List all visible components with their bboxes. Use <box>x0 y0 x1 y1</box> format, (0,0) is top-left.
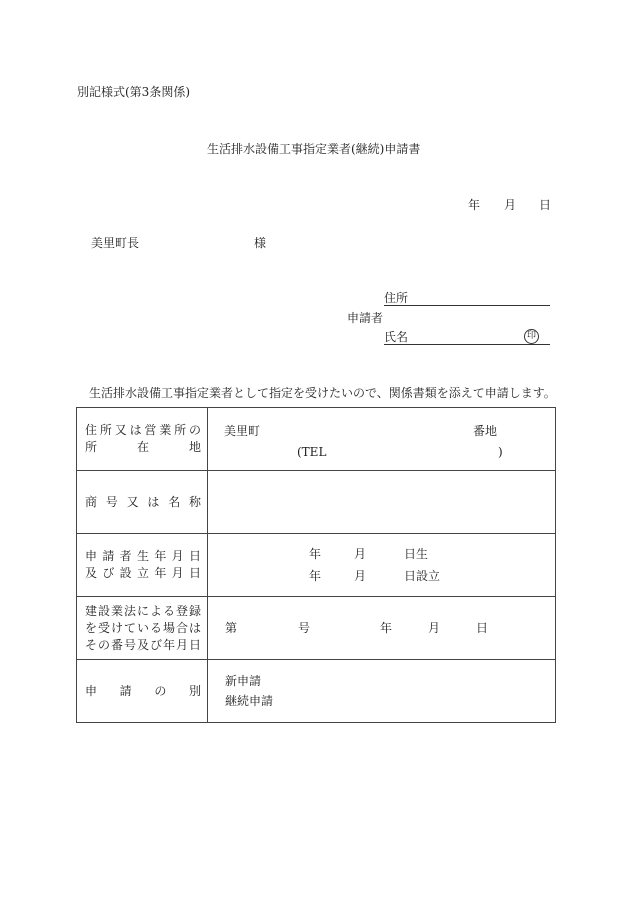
table-row <box>77 660 556 723</box>
birth-suffix: 日生 <box>404 547 429 561</box>
addressee-name: 美里町長 <box>91 236 140 250</box>
row-label-line: 及び設立年月日 <box>85 566 201 580</box>
row-label-line: を受けている場合は <box>85 620 201 635</box>
row-label-line: 建設業法による登録 <box>85 603 201 618</box>
application-table <box>76 407 556 723</box>
row-label-line: 商号又は名称 <box>85 494 201 509</box>
row-label-line: 住所又は営業所の <box>85 423 201 437</box>
tel-open: (TEL <box>297 445 327 459</box>
birth-year: 年 <box>309 547 322 561</box>
document-title: 生活排水設備工事指定業者(継続)申請書 <box>207 142 421 156</box>
date-month: 月 <box>504 198 517 212</box>
registration-gou: 号 <box>298 621 311 635</box>
table-row <box>77 534 556 597</box>
option-renewal-application[interactable]: 継続申請 <box>225 694 274 708</box>
registration-month: 月 <box>428 621 441 635</box>
seal-mark: 印 <box>524 329 539 344</box>
date-year: 年 <box>468 198 481 212</box>
birth-month: 月 <box>354 547 367 561</box>
established-year: 年 <box>309 569 322 583</box>
address-town: 美里町 <box>224 424 261 438</box>
applicant-address-label: 住所 <box>384 291 409 305</box>
trade-name-field[interactable] <box>208 471 556 534</box>
row-label-trade-name <box>77 471 208 534</box>
registration-day: 日 <box>476 621 489 635</box>
table-row <box>77 597 556 660</box>
row-label-dates <box>77 534 208 597</box>
applicant-label: 申請者 <box>347 311 384 325</box>
established-suffix: 日設立 <box>404 569 441 583</box>
address-field[interactable] <box>208 408 556 471</box>
tel-close: ) <box>498 445 503 459</box>
row-label-registration <box>77 597 208 660</box>
table-row <box>77 471 556 534</box>
row-label-line: 申 請 の 別 <box>85 683 201 698</box>
registration-year: 年 <box>380 621 393 635</box>
table-row <box>77 408 556 471</box>
row-label-application-type <box>77 660 208 723</box>
registration-field[interactable] <box>208 597 556 660</box>
application-statement: 生活排水設備工事指定業者として指定を受けたいので、関係書類を添えて申請します。 <box>89 386 556 400</box>
row-label-line: その番号及び年月日 <box>85 637 201 652</box>
dates-field[interactable] <box>208 534 556 597</box>
established-month: 月 <box>354 569 367 583</box>
row-label-line: 所 在 地 <box>85 440 201 454</box>
row-label-address <box>77 408 208 471</box>
addressee-honorific: 様 <box>254 236 267 250</box>
option-new-application[interactable]: 新申請 <box>225 674 262 688</box>
application-type-field[interactable] <box>208 660 556 723</box>
address-banchi: 番地 <box>473 424 498 438</box>
row-label-line: 申請者生年月日 <box>85 549 201 563</box>
applicant-name-label: 氏名 <box>384 330 409 344</box>
form-reference: 別記様式(第3条関係) <box>77 85 190 99</box>
registration-dai: 第 <box>225 621 238 635</box>
applicant-name-line[interactable] <box>384 331 550 345</box>
applicant-address-line[interactable] <box>384 292 550 306</box>
date-day: 日 <box>539 198 552 212</box>
